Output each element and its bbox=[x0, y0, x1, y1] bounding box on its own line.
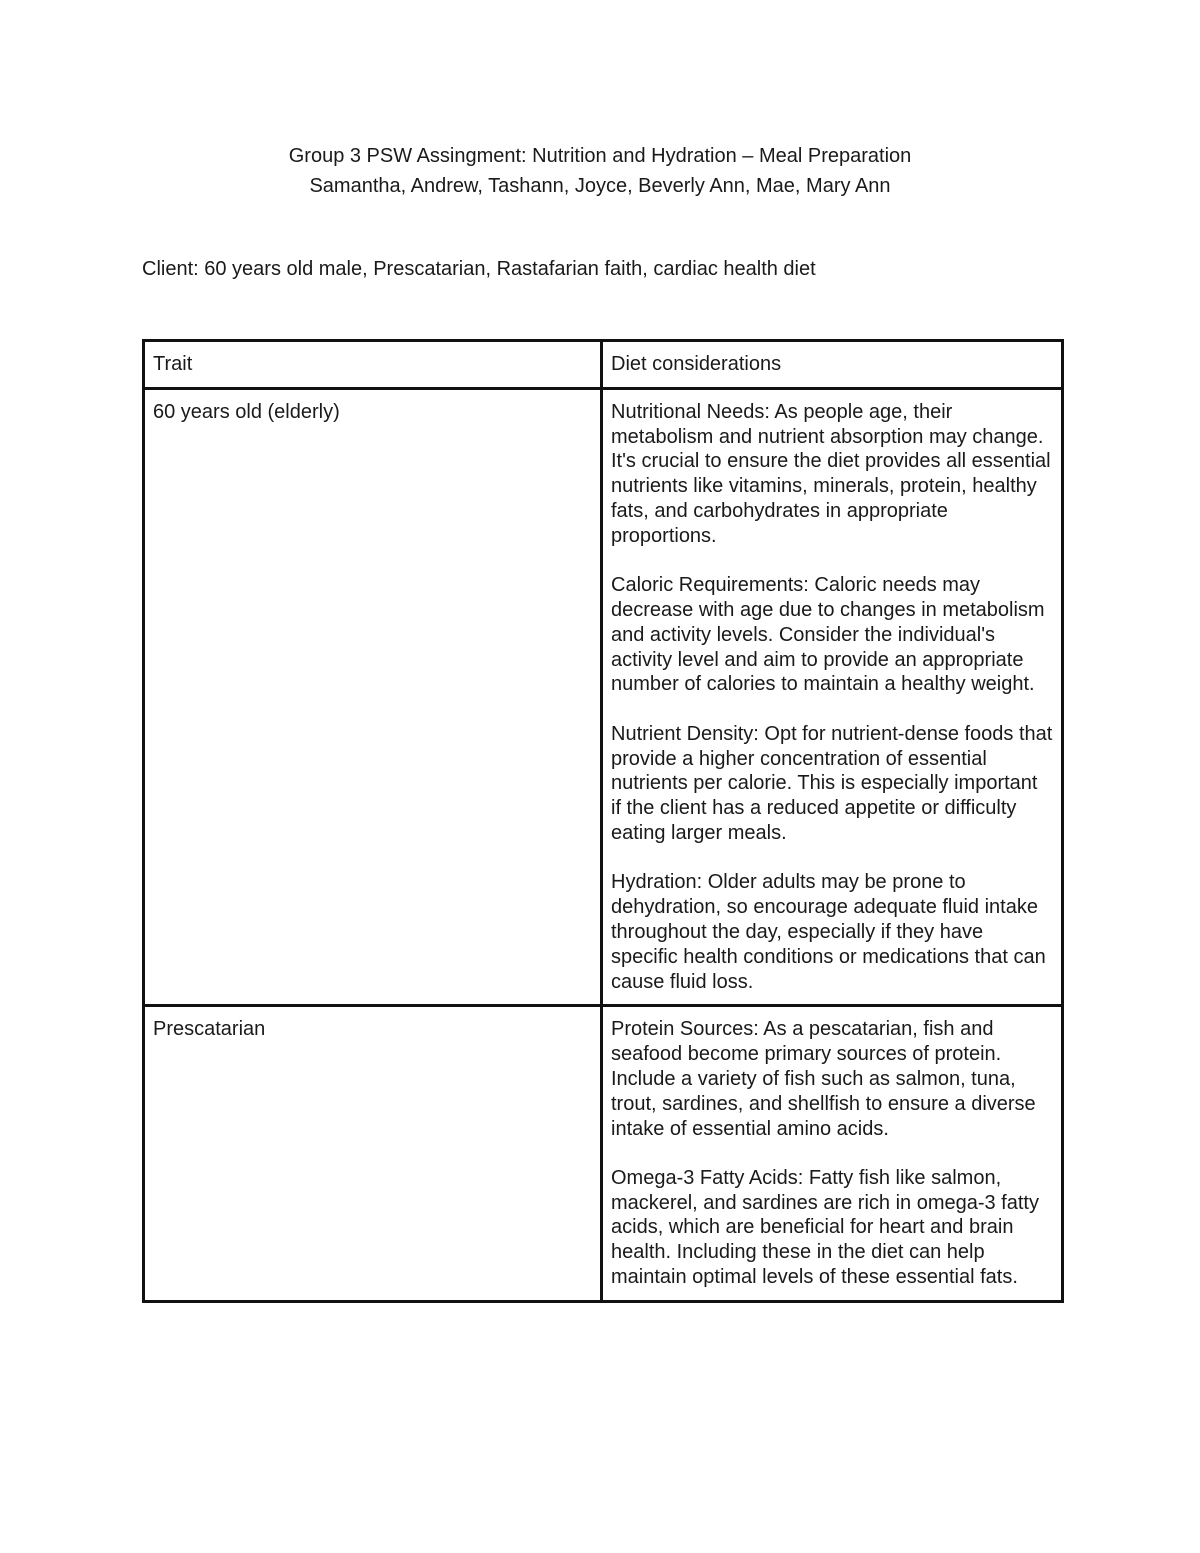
consideration-paragraph: Protein Sources: As a pescatarian, fish and seafood become primary sources of protein. Include a variety of fish such as salmon, tuna, trout, sardines, and shellfish to ensure a diverse intake of essential amino acids. bbox=[611, 1018, 1036, 1140]
document-title: Group 3 PSW Assingment: Nutrition and Hydration – Meal Preparation bbox=[288, 145, 912, 167]
consideration-paragraph: Omega-3 Fatty Acids: Fatty fish like salmon, mackerel, and sardines are rich in omega-3 fatty acids, which are beneficial for heart and brain health. Including these in the diet can help maintain optimal levels of these essential fats. bbox=[611, 1166, 1039, 1289]
consideration-paragraph: Nutritional Needs: As people age, their metabolism and nutrient absorption may change. It's crucial to ensure the diet provides all essential nutrients like vitamins, minerals, protein, healthy fats, and carbohydrates in appropriate proportions. bbox=[611, 400, 1051, 547]
client-description: Client: 60 years old male, Prescatarian, Rastafarian faith, cardiac health diet bbox=[142, 258, 816, 280]
consideration-paragraph: Caloric Requirements: Caloric needs may decrease with age due to changes in metabolism and activity levels. Consider the individual's activity level and aim to provide an appropriate number of calories to maintain a healthy weight. bbox=[611, 574, 1045, 696]
considerations-cell bbox=[602, 388, 1063, 1006]
table-row bbox=[144, 388, 1063, 1006]
column-header-trait: Trait bbox=[144, 341, 602, 389]
trait-cell: Prescatarian bbox=[144, 1006, 602, 1302]
document-authors: Samantha, Andrew, Tashann, Joyce, Beverly Ann, Mae, Mary Ann bbox=[309, 175, 891, 197]
column-header-diet-considerations: Diet considerations bbox=[602, 341, 1063, 389]
trait-cell: 60 years old (elderly) bbox=[144, 388, 602, 1006]
consideration-paragraph: Nutrient Density: Opt for nutrient-dense foods that provide a higher concentration of essential nutrients per calorie. This is especially important if the client has a reduced appetite or difficulty eating larger meals. bbox=[611, 722, 1053, 844]
consideration-paragraph: Hydration: Older adults may be prone to dehydration, so encourage adequate fluid intake throughout the day, especially if they have specific health conditions or medications that can cause fluid loss. bbox=[611, 871, 1046, 993]
table-header-row bbox=[144, 341, 1063, 389]
document-header bbox=[0, 141, 1200, 201]
diet-considerations-table bbox=[142, 339, 1064, 1303]
table-row bbox=[144, 1006, 1063, 1302]
considerations-cell bbox=[602, 1006, 1063, 1302]
